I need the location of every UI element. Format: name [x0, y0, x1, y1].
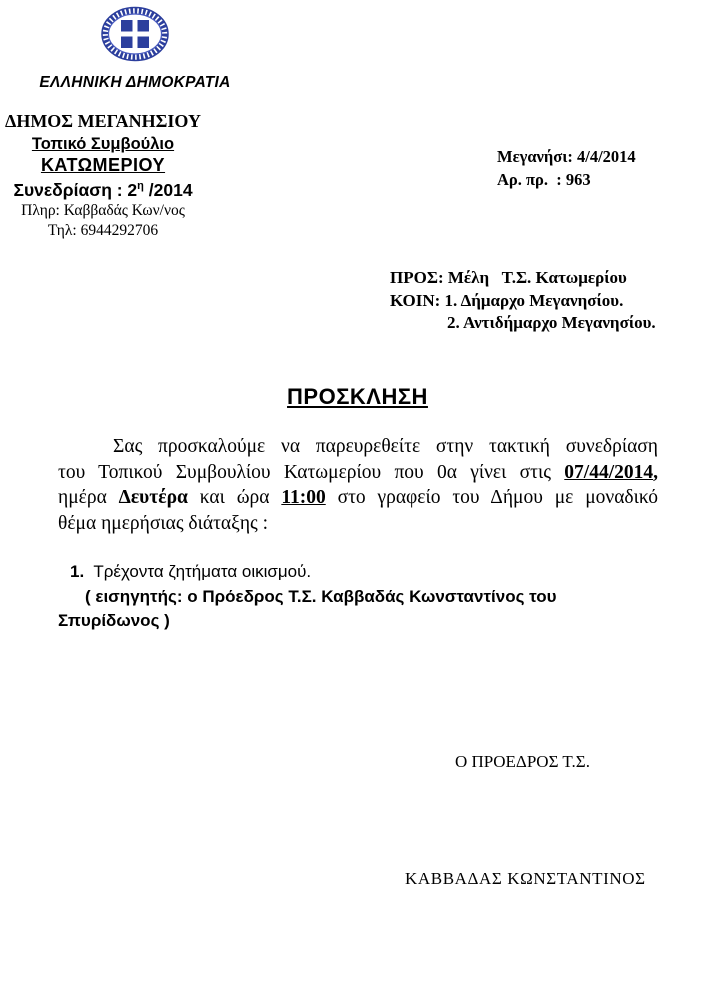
body-line-1: Σας προσκαλούμε να παρευρεθείτε στην τακτική συνεδρίαση: [113, 436, 658, 457]
recipient-cc2: 2. Αντιδήμαρχο Μεγανησίου.: [447, 313, 656, 332]
meeting-day: Δευτέρα: [118, 487, 188, 508]
agenda-item-1-rapporteur-line2: Σπυρίδωνος ): [58, 611, 170, 630]
contact-phone: Τηλ: 6944292706: [47, 221, 159, 239]
republic-title: ΕΛΛΗΝΙΚΗ ΔΗΜΟΚΡΑΤΙΑ: [39, 74, 231, 91]
recipient-to: ΠΡΟΣ: Μέλη Τ.Σ. Κατωμερίου: [390, 268, 627, 287]
protocol-block: [497, 145, 636, 191]
invitation-body: [58, 434, 658, 536]
recipients-block: [390, 267, 656, 335]
body-line-4: θέμα ημερήσιας διάταξης :: [58, 512, 269, 534]
greek-national-emblem-icon: [99, 49, 171, 66]
agenda-item-1-rapporteur-line1: ( εισηγητής: ο Πρόεδρος Τ.Σ. Καββαδάς Κωνσταντίνος του: [85, 586, 557, 606]
body-line-3: ημέρα Δευτέρα και ώρα 11:00 στο γραφείο του Δήμου με μοναδικό: [58, 487, 659, 508]
signature-role: Ο ΠΡΟΕΔΡΟΣ Τ.Σ.: [455, 752, 590, 771]
republic-header: [35, 6, 235, 92]
issuing-authority-block: [5, 110, 201, 240]
agenda-block: [58, 560, 678, 634]
protocol-number: Αρ. πρ. : 963: [497, 170, 591, 189]
local-council-line1: Τοπικό Συμβούλιο: [31, 135, 175, 153]
place-and-date: Μεγανήσι: 4/4/2014: [497, 147, 636, 166]
signature-name: ΚΑΒΒΑΔΑΣ ΚΩΝΣΤΑΝΤΙΝΟΣ: [405, 869, 646, 888]
municipality-name: ΔΗΜΟΣ ΜΕΓΑΝΗΣΙΟΥ: [5, 111, 201, 131]
agenda-item-1: 1. Τρέχοντα ζητήματα οικισμού.: [70, 562, 312, 581]
body-line-2: του Τοπικού Συμβουλίου Κατωμερίου που 0α γίνει στις 07/44/2014,: [58, 461, 658, 483]
local-council-line2: ΚΑΤΩΜΕΡΙΟΥ: [40, 155, 166, 175]
document-title: ΠΡΟΣΚΛΗΣΗ: [287, 384, 428, 409]
session-number: Συνεδρίαση : $2^\eta$ /2014: [13, 179, 193, 200]
meeting-date: 07/44/2014: [564, 461, 654, 483]
recipient-cc1: ΚΟΙΝ: 1. Δήμαρχο Μεγανησίου.: [390, 290, 624, 310]
contact-person: Πληρ: Καββαδάς Κων/νος: [21, 201, 185, 219]
meeting-time: 11:00: [281, 487, 326, 508]
